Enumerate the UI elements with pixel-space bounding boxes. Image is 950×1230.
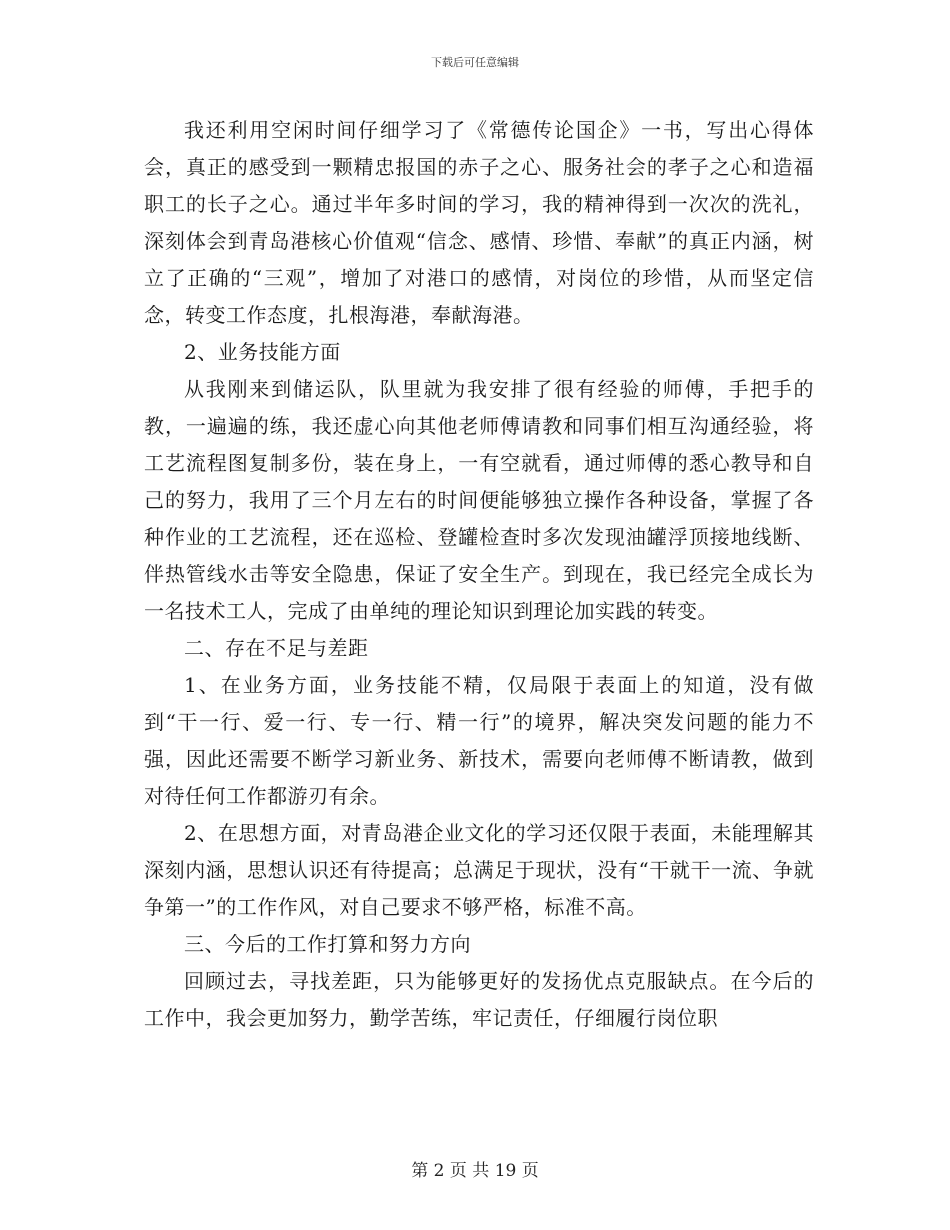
paragraph-study-book: 我还利用空闲时间仔细学习了《常德传论国企》一书，写出心得体会，真正的感受到一颗精忠报国的赤子之心、服务社会的孝子之心和造福职工的长子之心。通过半年多时间的学习，我的精神得到一次次的洗礼，深刻体会到青岛港核心价值观“信念、感情、珍惜、奉献”的真正内涵，树立了正确的“三观”，增加了对港口的感情，对岗位的珍惜，从而坚定信念，转变工作态度，扎根海港，奉献海港。 (144, 118, 814, 327)
paragraph-skills: 从我刚来到储运队，队里就为我安排了很有经验的师傅，手把手的教，一遍遍的练，我还虚心向其他老师傅请教和同事们相互沟通经验，将工艺流程图复制多份，装在身上，一有空就看，通过师傅的悉心教导和自己的努力，我用了三个月左右的时间便能够独立操作各种设备，掌握了各种作业的工艺流程，还在巡检、登罐检查时多次发现油罐浮顶接地线断、伴热管线水击等安全隐患，保证了安全生产。到现在，我已经完全成长为一名技术工人，完成了由单纯的理论知识到理论加实践的转变。 (144, 377, 814, 623)
document-body (144, 112, 814, 1037)
section-heading-skills: 2、业务技能方面 (184, 340, 341, 364)
paragraph-business-shortcoming: 1、在业务方面，业务技能不精，仅局限于表面上的知道，没有做到“干一行、爱一行、专一行、精一行”的境界，解决突发问题的能力不强，因此还需要不断学习新业务、新技术，需要向老师傅不断请教，做到对待任何工作都游刃有余。 (144, 673, 814, 808)
page-header: 下载后可任意编辑 (431, 56, 519, 69)
section-heading-shortcomings: 二、存在不足与差距 (184, 636, 369, 660)
section-heading-plans: 三、今后的工作打算和努力方向 (184, 932, 471, 956)
paragraph-thinking-shortcoming: 2、在思想方面，对青岛港企业文化的学习还仅限于表面，未能理解其深刻内涵，思想认识还有待提高；总满足于现状，没有“干就干一流、争就争第一”的工作作风，对自己要求不够严格，标准不高。 (144, 821, 814, 919)
paragraph-review: 回顾过去，寻找差距，只为能够更好的发扬优点克服缺点。在今后的工作中，我会更加努力，勤学苦练，牢记责任，仔细履行岗位职 (144, 969, 814, 1030)
page-number-footer: 第 2 页 共 19 页 (411, 1161, 539, 1181)
